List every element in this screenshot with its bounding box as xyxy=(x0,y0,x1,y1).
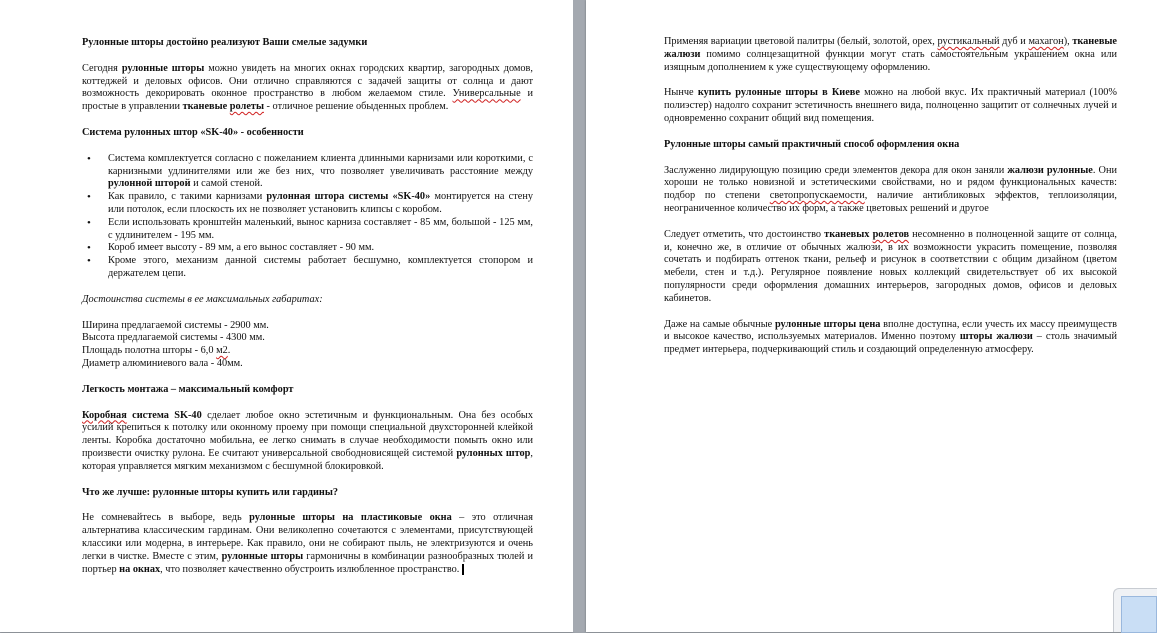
bullet-icon: • xyxy=(87,242,91,255)
bold-text: жалюзи рулонные xyxy=(1007,164,1093,176)
bold-text: рулонная штора системы «SK-40» xyxy=(266,191,431,203)
heading-mounting: Легкость монтажа – максимальный комфорт xyxy=(82,383,294,395)
list-item xyxy=(82,255,533,281)
spec-line xyxy=(82,345,533,358)
text: Применяя вариации цветовой палитры (белый, золотой, орех, xyxy=(664,36,938,47)
text: дуб и xyxy=(999,36,1029,47)
bold-text: рулонные шторы на пластиковые окна xyxy=(249,512,452,524)
text: – столь значимый предмет интерьера, подчеркивающий стиль и создающий определенную атмосферу. xyxy=(664,331,1117,356)
paragraph-palette xyxy=(664,36,1117,74)
bold-text: тканевые xyxy=(182,101,230,113)
bold-text: рулонные шторы xyxy=(121,62,205,74)
bold-text: тканевых xyxy=(824,228,873,240)
spellcheck-word: ролеты xyxy=(229,101,264,113)
text: вполне доступна, если учесть их массу преимуществ и высокое качество, используемых материалов. Именно поэтому xyxy=(664,318,1117,343)
text: монтируется на стену или потолок, если плоскость их не позволяет установить клипсы с коробом. xyxy=(108,191,533,215)
spec-line: Высота предлагаемой системы - 4300 мм. xyxy=(82,332,265,344)
text: , которая управляется мягким механизмом с бесшумной блокировкой. xyxy=(82,447,533,472)
paragraph-price xyxy=(664,319,1117,357)
bold-text: шторы жалюзи xyxy=(959,331,1033,343)
heading-practical: Рулонные шторы самый практичный способ оформления окна xyxy=(664,138,960,150)
bold-text: рулонных штор xyxy=(456,447,531,459)
text: Не сомневайтесь в выборе, ведь xyxy=(82,512,250,524)
text: Сегодня xyxy=(82,62,122,74)
list-item xyxy=(82,191,533,217)
spec-line: Диаметр алюминиевого вала - 40мм. xyxy=(82,357,243,369)
text: и простые в управлении xyxy=(82,88,533,113)
text: сделает любое окно эстетичным и функциональным. Она без особых усилий крепиться к потолку или оконному проему при помощи специальной двухсторонней клейкой ленты. Коробка достаточно мобильна, ее легко снимать в случае необходимости помыть окно или произвести очистку рулона. Ее считают универсальной свободновисящей системой xyxy=(82,409,534,459)
paragraph-comparison xyxy=(82,512,533,576)
spellcheck-word: м2 xyxy=(216,345,228,357)
scroll-thumb[interactable] xyxy=(1121,596,1157,633)
list-item xyxy=(82,242,533,255)
paragraph-box-system xyxy=(82,410,533,474)
heading-ideas: Рулонные шторы достойно реализуют Ваши смелые задумки xyxy=(82,37,368,48)
text: помимо солнцезащитной функции могут стать самостоятельным украшением окна или изящным дополнением к уже существующему оформлению. xyxy=(664,48,1117,73)
spellcheck-word: махагон xyxy=(1028,36,1064,47)
heading-sk40: Система рулонных штор «SK-40» - особенности xyxy=(82,126,304,138)
paragraph-kyiv xyxy=(664,87,1117,125)
bold-text: тканевые жалюзи xyxy=(664,36,1117,60)
features-list xyxy=(82,153,533,281)
bold-text: на окнах xyxy=(119,563,161,575)
text-cursor xyxy=(462,564,464,575)
bold-text: рулонные шторы цена xyxy=(774,318,881,330)
text: - отличное решение обыденных проблем. xyxy=(263,101,449,113)
paragraph-advantages xyxy=(664,229,1117,306)
page-gap xyxy=(573,0,586,632)
text: . xyxy=(227,345,231,357)
document-page-right[interactable] xyxy=(586,0,1157,632)
bullet-icon: • xyxy=(87,216,91,229)
specs-block xyxy=(82,320,533,371)
text: можно на любой вкус. Их практичный материал (100% полиэстер) надолго сохранит эстетичность внешнего вида, полноценно защитит от солнечных лучей и одновременно сохранит общий вид помещения. xyxy=(664,87,1117,124)
bullet-icon: • xyxy=(87,255,91,268)
spellcheck-word: ролетов xyxy=(872,228,910,240)
text: Заслуженно лидирующую позицию среди элементов декора для окон заняли xyxy=(664,164,1008,176)
text: Как правило, с такими карнизами xyxy=(108,191,267,203)
scroll-corner-widget[interactable] xyxy=(1113,588,1157,632)
bold-text: система SK-40 xyxy=(126,409,202,421)
bullet-icon: • xyxy=(87,152,91,165)
bullet-icon: • xyxy=(87,191,91,204)
text: Нынче xyxy=(664,87,698,99)
text: , что позволяет качественно обустроить излюбленное пространство. xyxy=(160,563,460,575)
spellcheck-word: Универсальные xyxy=(452,88,521,100)
document-page-left[interactable] xyxy=(0,0,573,632)
list-item xyxy=(82,217,533,243)
text: Даже на самые обычные xyxy=(664,318,775,330)
spec-line: Ширина предлагаемой системы - 2900 мм. xyxy=(82,319,269,331)
text: Короб имеет высоту - 89 мм, а его вынос составляет - 90 мм. xyxy=(108,242,375,254)
text: Площадь полотна шторы - 6,0 xyxy=(82,345,217,357)
text: гармоничны в комбинации разнообразных тюлей и портьер xyxy=(82,550,534,575)
bold-text: купить рулонные шторы в Киеве xyxy=(697,87,860,99)
bold-text: рулонные шторы xyxy=(221,550,304,562)
text: – это отличная альтернатива классическим гардинам. Они великолепно сочетаются с элементами, присутствующей классики или модерна, в интерьере. Как правило, они не собирают пыль, не электризуются и очень легки в чистке. Вместе с этим, xyxy=(82,512,533,562)
text: ), xyxy=(1063,36,1073,47)
text: и самой стеной. xyxy=(190,178,263,190)
text: Кроме этого, механизм данной системы работает бесшумно, комплектуется стопором и держателем цепи. xyxy=(108,255,533,279)
text: . Они хороши не только новизной и эстетическими свойствами, но и рядом функциональных качеств: подбор по степени xyxy=(664,164,1117,202)
spellcheck-word: светопропускаемости xyxy=(769,190,865,202)
text: несомненно в полноценной защите от солнца, и, конечно же, в отличие от обычных жалюзи, в их возможности украсить помещение, позволяя сочетать и подбирать оттенок ткани, рельеф и рисунок в соответствии с общим дизайном (цветом мебели, стен и т.д.). Регулярное появление новых коллекций свидетельствует об их высокой популярности среди оформления домашних интерьеров, загородных домов, офисов и деловых кабинетов. xyxy=(664,228,1118,304)
text: Если использовать кронштейн маленький, вынос карниза составляет - 85 мм, большой - 125 мм, с удлинителем - 195 мм. xyxy=(108,216,533,241)
paragraph-intro xyxy=(82,63,533,114)
italic-subheading: Достоинства системы в ее максимальных габаритах: xyxy=(82,293,323,305)
text: Система комплектуется согласно с пожеланием клиента длинными карнизами или короткими, с карнизными удлинителями или же без них, что позволяет увеличивать расстояние между xyxy=(108,152,533,177)
spellcheck-word: Коробная xyxy=(82,409,127,421)
paragraph-leading xyxy=(664,165,1117,216)
list-item xyxy=(82,153,533,191)
bold-text: рулонной шторой xyxy=(108,178,191,190)
heading-comparison: Что же лучше: рулонные шторы купить или гардины? xyxy=(82,486,339,498)
spellcheck-word: рустикальный xyxy=(937,36,1000,47)
text: можно увидеть на многих окнах городских квартир, загородных домов, коттеджей и деловых офисов. Они отлично справляются с задачей защиты от солнца и дают возможность декорировать оконное пространство в любом желаемом стиле. xyxy=(82,62,533,100)
text: , наличие антибликовых эффектов, теплоизоляции, неограниченное количество их форм, а также цветовых решений и другое xyxy=(664,190,1118,214)
text: Следует отметить, что достоинство xyxy=(664,228,825,240)
